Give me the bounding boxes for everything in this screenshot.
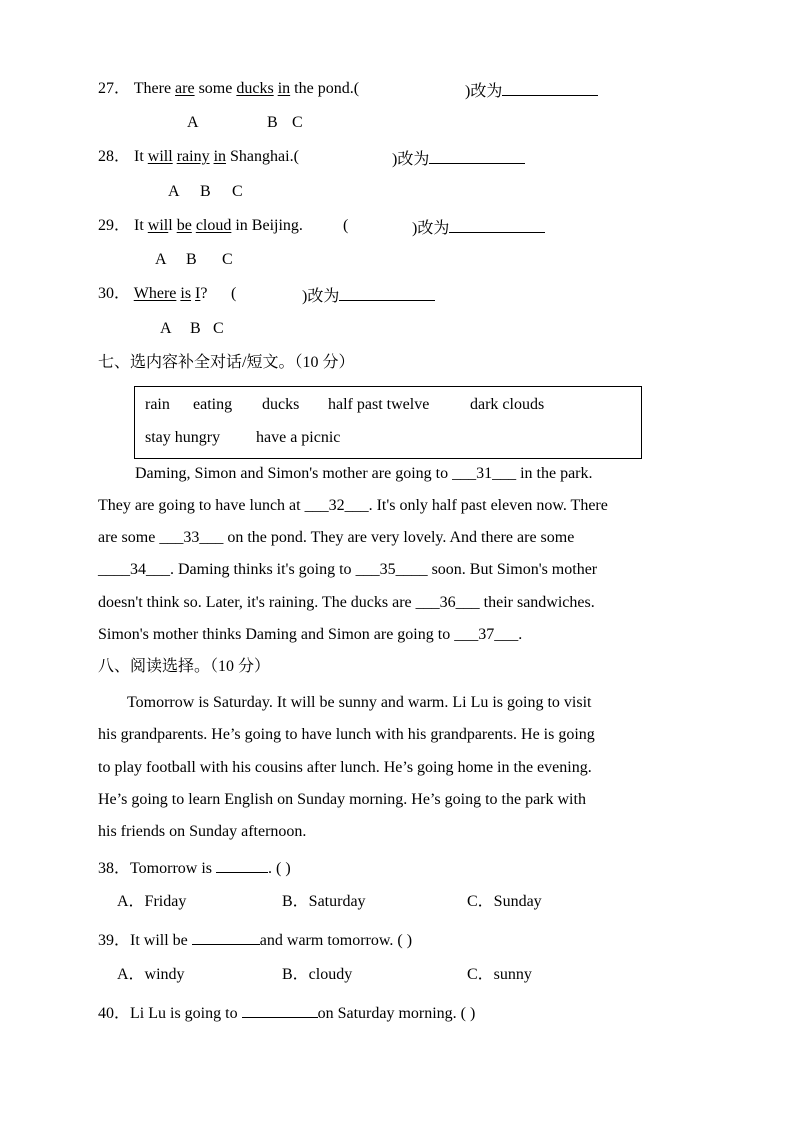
- passage-text: They are going to have lunch at: [98, 497, 305, 514]
- option-b[interactable]: B．cloudy: [282, 966, 353, 983]
- word-bank-box: [134, 386, 642, 459]
- passage-line: [98, 498, 608, 514]
- question-stem: It will be: [130, 932, 188, 949]
- question-38: [98, 858, 291, 877]
- blank-number: 33: [183, 529, 200, 546]
- underlined-word-c: in: [213, 148, 227, 165]
- word: the pond.(: [294, 80, 360, 97]
- question-40: [98, 1003, 475, 1022]
- blank-34[interactable]: ____34___: [98, 561, 170, 578]
- blank-36[interactable]: ___36___: [415, 594, 480, 611]
- question-tail: on Saturday morning. ( ): [317, 1005, 476, 1022]
- question-30: [98, 286, 207, 302]
- passage-text: . It's only half past eleven now. There: [368, 497, 608, 514]
- option-label-c: C: [213, 320, 224, 337]
- word-bank-item: stay hungry: [145, 429, 221, 446]
- word: ?: [200, 285, 208, 302]
- option-b[interactable]: B．Saturday: [282, 893, 366, 910]
- word-bank-item: half past twelve: [328, 396, 430, 413]
- question-number: 30．: [98, 285, 131, 302]
- underlined-word-b: ducks: [236, 80, 274, 97]
- passage-line: [98, 595, 595, 611]
- answer-blank[interactable]: [429, 149, 525, 164]
- answer-blank[interactable]: [339, 286, 435, 301]
- word: It: [134, 217, 144, 234]
- reading-line: to play football with his cousins after lunch. He’s going home in the evening.: [98, 759, 592, 776]
- option-label-a: A: [187, 114, 199, 131]
- section-heading-8: 八、阅读选择。（10 分）: [98, 658, 271, 675]
- word: l: [168, 217, 173, 234]
- answer-blank[interactable]: [242, 1003, 318, 1018]
- word-bank-item: ducks: [262, 396, 300, 413]
- option-label-b: B: [200, 183, 211, 200]
- question-number: 38．: [98, 860, 131, 877]
- option-label-b: B: [267, 114, 278, 131]
- question-number: 28．: [98, 148, 131, 165]
- correction-label: [302, 286, 435, 305]
- passage-line: [98, 562, 597, 578]
- option-label-a: A: [160, 320, 172, 337]
- blank-number: 32: [328, 497, 345, 514]
- blank-37[interactable]: ___37___: [454, 626, 519, 643]
- word: some: [198, 80, 233, 97]
- word: in Beijing.: [235, 217, 303, 234]
- question-39: [98, 930, 412, 949]
- question-tail: . ( ): [268, 860, 291, 877]
- blank-number: 37: [478, 626, 495, 643]
- passage-text: Daming, Simon and Simon's mother are going to: [135, 465, 453, 482]
- option-a[interactable]: A．windy: [117, 966, 185, 983]
- underlined-word-c: in: [277, 80, 291, 97]
- question-number: 39．: [98, 932, 131, 949]
- passage-text: Simon's mother thinks Daming and Simon are going to: [98, 626, 455, 643]
- word-bank-item: rain: [145, 396, 170, 413]
- option-c[interactable]: C．sunny: [467, 966, 532, 983]
- answer-paren: (: [231, 285, 237, 302]
- underlined-word-b: be: [176, 217, 192, 234]
- correction-text: )改为: [392, 151, 430, 168]
- blank-number: 36: [439, 594, 456, 611]
- option-label-b: B: [186, 251, 197, 268]
- passage-text: .: [518, 626, 523, 643]
- underlined-word-a: are: [175, 80, 195, 97]
- passage-line: [98, 627, 522, 643]
- answer-blank[interactable]: [449, 218, 545, 233]
- question-27: [98, 81, 359, 97]
- reading-line: his friends on Sunday afternoon.: [98, 823, 307, 840]
- passage-line: [135, 466, 593, 482]
- underlined-word-a: Where: [133, 285, 177, 302]
- passage-text: doesn't think so. Later, it's raining. The ducks are: [98, 594, 416, 611]
- passage-text: on the pond. They are very lovely. And there are some: [223, 529, 575, 546]
- question-28: [98, 149, 299, 165]
- option-label-a: A: [168, 183, 180, 200]
- passage-line: [98, 530, 574, 546]
- option-label-c: C: [222, 251, 233, 268]
- option-label-a: A: [155, 251, 167, 268]
- option-a[interactable]: A．Friday: [117, 893, 187, 910]
- question-number: 27．: [98, 80, 131, 97]
- word-bank-item: have a picnic: [256, 429, 341, 446]
- correction-text: )改为: [465, 83, 503, 100]
- question-29: [98, 218, 303, 234]
- underlined-word-b: is: [180, 285, 192, 302]
- answer-blank[interactable]: [192, 930, 260, 945]
- underlined-word-b: rainy: [176, 148, 210, 165]
- question-tail: and warm tomorrow. ( ): [259, 932, 413, 949]
- blank-35[interactable]: ___35____: [355, 561, 428, 578]
- question-stem: Li Lu is going to: [130, 1005, 238, 1022]
- underlined-word-a: wil: [147, 217, 169, 234]
- word-bank-item: dark clouds: [470, 396, 545, 413]
- underlined-word-a: will: [147, 148, 173, 165]
- option-c[interactable]: C．Sunday: [467, 893, 542, 910]
- option-label-b: B: [190, 320, 201, 337]
- blank-31[interactable]: ___31___: [452, 465, 517, 482]
- reading-line: his grandparents. He’s going to have lunch with his grandparents. He is going: [98, 726, 595, 743]
- section-heading-7: 七、选内容补全对话/短文。（10 分）: [98, 354, 355, 371]
- passage-text: in the park.: [516, 465, 593, 482]
- correction-text: )改为: [302, 288, 340, 305]
- question-number: 40．: [98, 1005, 131, 1022]
- passage-text: their sandwiches.: [479, 594, 595, 611]
- underlined-word-c: I: [195, 285, 201, 302]
- answer-blank[interactable]: [216, 858, 268, 873]
- correction-label: [412, 218, 545, 237]
- passage-text: . Daming thinks it's going to: [170, 561, 356, 578]
- passage-text: are some: [98, 529, 160, 546]
- blank-33[interactable]: ___33___: [159, 529, 224, 546]
- blank-32[interactable]: ___32___: [304, 497, 369, 514]
- passage-text: soon. But Simon's mother: [427, 561, 598, 578]
- answer-paren: (: [343, 217, 349, 234]
- option-label-c: C: [232, 183, 243, 200]
- correction-label: [392, 149, 525, 168]
- word: Shanghai.(: [230, 148, 299, 165]
- correction-label: [465, 81, 598, 100]
- question-stem: Tomorrow is: [130, 860, 212, 877]
- answer-blank[interactable]: [502, 81, 598, 96]
- blank-number: 34: [130, 561, 146, 578]
- word: It: [134, 148, 144, 165]
- option-label-c: C: [292, 114, 303, 131]
- correction-text: )改为: [412, 220, 450, 237]
- blank-number: 35: [379, 561, 396, 578]
- word-bank-item: eating: [193, 396, 233, 413]
- underlined-word-c: cloud: [195, 217, 232, 234]
- word: There: [133, 80, 172, 97]
- reading-line: Tomorrow is Saturday. It will be sunny and warm. Li Lu is going to visit: [127, 694, 592, 711]
- blank-number: 31: [476, 465, 493, 482]
- question-number: 29．: [98, 217, 131, 234]
- reading-line: He’s going to learn English on Sunday morning. He’s going to the park with: [98, 791, 586, 808]
